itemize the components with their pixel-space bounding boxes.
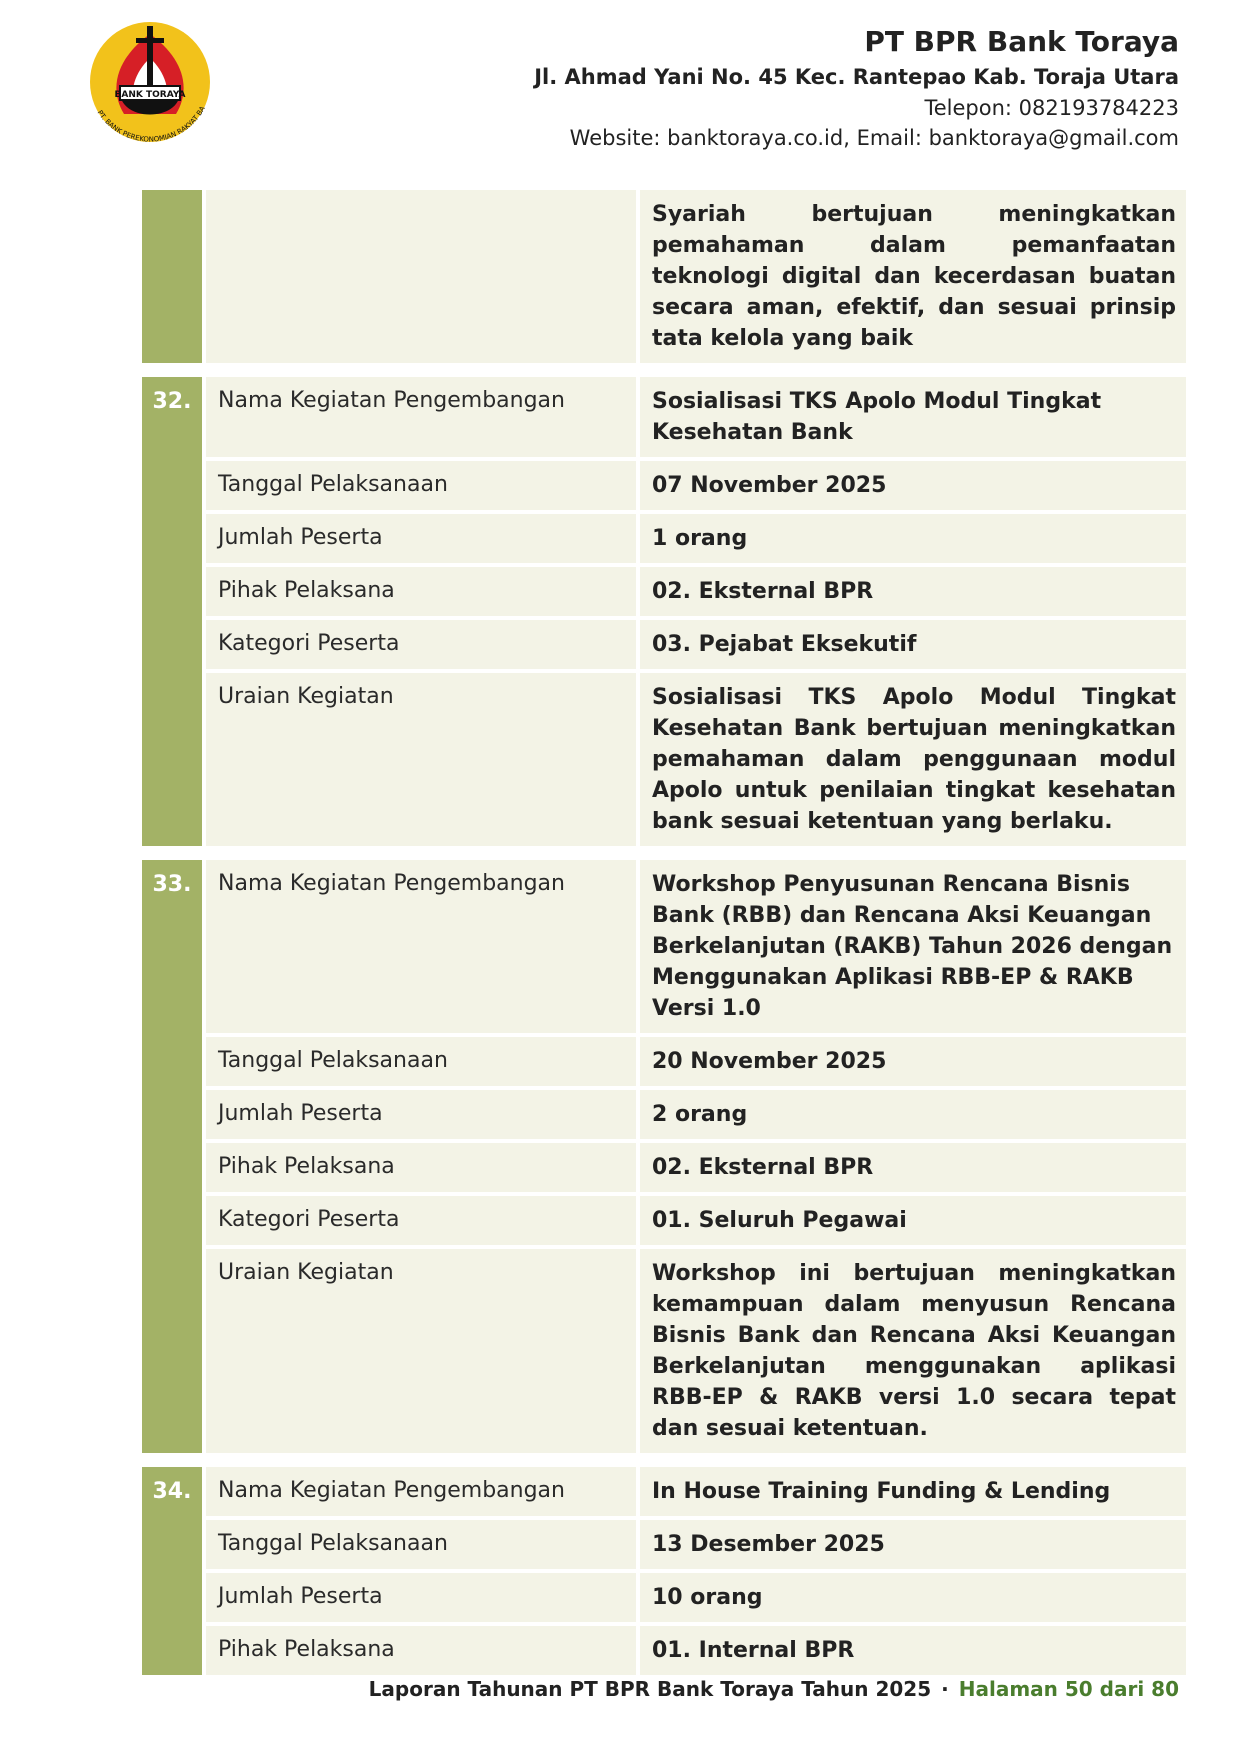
page-number: Halaman 50 dari 80 — [958, 1677, 1179, 1701]
number-column — [142, 190, 202, 363]
table-row — [206, 860, 1186, 1033]
activity-number: 34. — [142, 1467, 202, 1675]
table-row — [206, 620, 1186, 669]
table-row — [206, 1249, 1186, 1453]
company-website-email: Website: banktoraya.co.id, Email: banktoraya@gmail.com — [569, 126, 1179, 150]
field-label: Tanggal Pelaksanaan — [206, 1520, 636, 1569]
table-row — [206, 377, 1186, 457]
field-label: Tanggal Pelaksanaan — [206, 1037, 636, 1086]
field-label: Jumlah Peserta — [206, 1573, 636, 1622]
report-title: Laporan Tahunan PT BPR Bank Toraya Tahun 2025 — [368, 1677, 932, 1701]
table-row — [206, 1143, 1186, 1192]
page-footer — [369, 1677, 1179, 1701]
field-label: Tanggal Pelaksanaan — [206, 461, 636, 510]
field-value: 01. Seluruh Pegawai — [640, 1196, 1186, 1245]
company-phone: Telepon: 082193784223 — [924, 96, 1179, 120]
value-cell: Syariah bertujuan meningkatkan pemahaman dalam pemanfaatan teknologi digital dan kecerdasan buatan secara aman, efektif, dan sesuai prinsip tata kelola yang baik — [640, 190, 1186, 363]
field-value: 01. Internal BPR — [640, 1626, 1186, 1675]
field-value: 02. Eksternal BPR — [640, 567, 1186, 616]
field-value: 2 orang — [640, 1090, 1186, 1139]
table-row — [206, 1467, 1186, 1516]
activity-group — [142, 377, 1186, 846]
field-value: 07 November 2025 — [640, 461, 1186, 510]
field-value: 03. Pejabat Eksekutif — [640, 620, 1186, 669]
label-cell-empty — [206, 190, 636, 363]
field-label: Nama Kegiatan Pengembangan — [206, 1467, 636, 1516]
field-label: Kategori Peserta — [206, 1196, 636, 1245]
activity-group — [142, 860, 1186, 1453]
activity-number: 33. — [142, 860, 202, 1453]
field-label: Jumlah Peserta — [206, 1090, 636, 1139]
continued-entry — [142, 190, 1186, 363]
field-value: 1 orang — [640, 514, 1186, 563]
field-label: Pihak Pelaksana — [206, 1143, 636, 1192]
field-value: 13 Desember 2025 — [640, 1520, 1186, 1569]
field-label: Jumlah Peserta — [206, 514, 636, 563]
bank-toraya-logo — [80, 14, 220, 154]
table-row — [206, 1037, 1186, 1086]
field-label: Kategori Peserta — [206, 620, 636, 669]
svg-text:BANK TORAYA: BANK TORAYA — [114, 90, 186, 100]
field-label: Nama Kegiatan Pengembangan — [206, 377, 636, 457]
table-row — [206, 1626, 1186, 1675]
development-activities-table — [142, 190, 1186, 1689]
table-row — [206, 461, 1186, 510]
activity-groups — [142, 377, 1186, 1675]
field-value: 20 November 2025 — [640, 1037, 1186, 1086]
field-value: Sosialisasi TKS Apolo Modul Tingkat Kesehatan Bank — [640, 377, 1186, 457]
company-address: Jl. Ahmad Yani No. 45 Kec. Rantepao Kab. Toraja Utara — [534, 65, 1179, 89]
field-value: 02. Eksternal BPR — [640, 1143, 1186, 1192]
activity-number: 32. — [142, 377, 202, 846]
field-value: Workshop ini bertujuan meningkatkan kemampuan dalam menyusun Rencana Bisnis Bank dan Rencana Aksi Keuangan Berkelanjutan menggunakan aplikasi RBB-EP & RAKB versi 1.0 secara tepat dan sesuai ketentuan. — [640, 1249, 1186, 1453]
table-row — [206, 1196, 1186, 1245]
field-value: Workshop Penyusunan Rencana Bisnis Bank (RBB) dan Rencana Aksi Keuangan Berkelanjutan (RAKB) Tahun 2026 dengan Menggunakan Aplikasi RBB-EP & RAKB Versi 1.0 — [640, 860, 1186, 1033]
field-label: Uraian Kegiatan — [206, 1249, 636, 1453]
company-name: PT BPR Bank Toraya — [864, 25, 1179, 58]
field-label: Pihak Pelaksana — [206, 567, 636, 616]
letterhead — [534, 22, 1179, 153]
svg-text:PT. BANK PEREKONOMIAN RAKYAT B: PT. BANK PEREKONOMIAN RAKYAT BA — [95, 105, 207, 144]
field-value: In House Training Funding & Lending — [640, 1467, 1186, 1516]
footer-separator: · — [941, 1677, 949, 1701]
field-label: Uraian Kegiatan — [206, 673, 636, 846]
table-row — [206, 567, 1186, 616]
field-label: Nama Kegiatan Pengembangan — [206, 860, 636, 1033]
field-label: Pihak Pelaksana — [206, 1626, 636, 1675]
table-row — [206, 514, 1186, 563]
field-value: Sosialisasi TKS Apolo Modul Tingkat Kesehatan Bank bertujuan meningkatkan pemahaman dalam penggunaan modul Apolo untuk penilaian tingkat kesehatan bank sesuai ketentuan yang berlaku. — [640, 673, 1186, 846]
table-row — [206, 1090, 1186, 1139]
table-row — [206, 1573, 1186, 1622]
activity-group — [142, 1467, 1186, 1675]
table-row — [206, 1520, 1186, 1569]
table-row — [206, 673, 1186, 846]
field-value: 10 orang — [640, 1573, 1186, 1622]
